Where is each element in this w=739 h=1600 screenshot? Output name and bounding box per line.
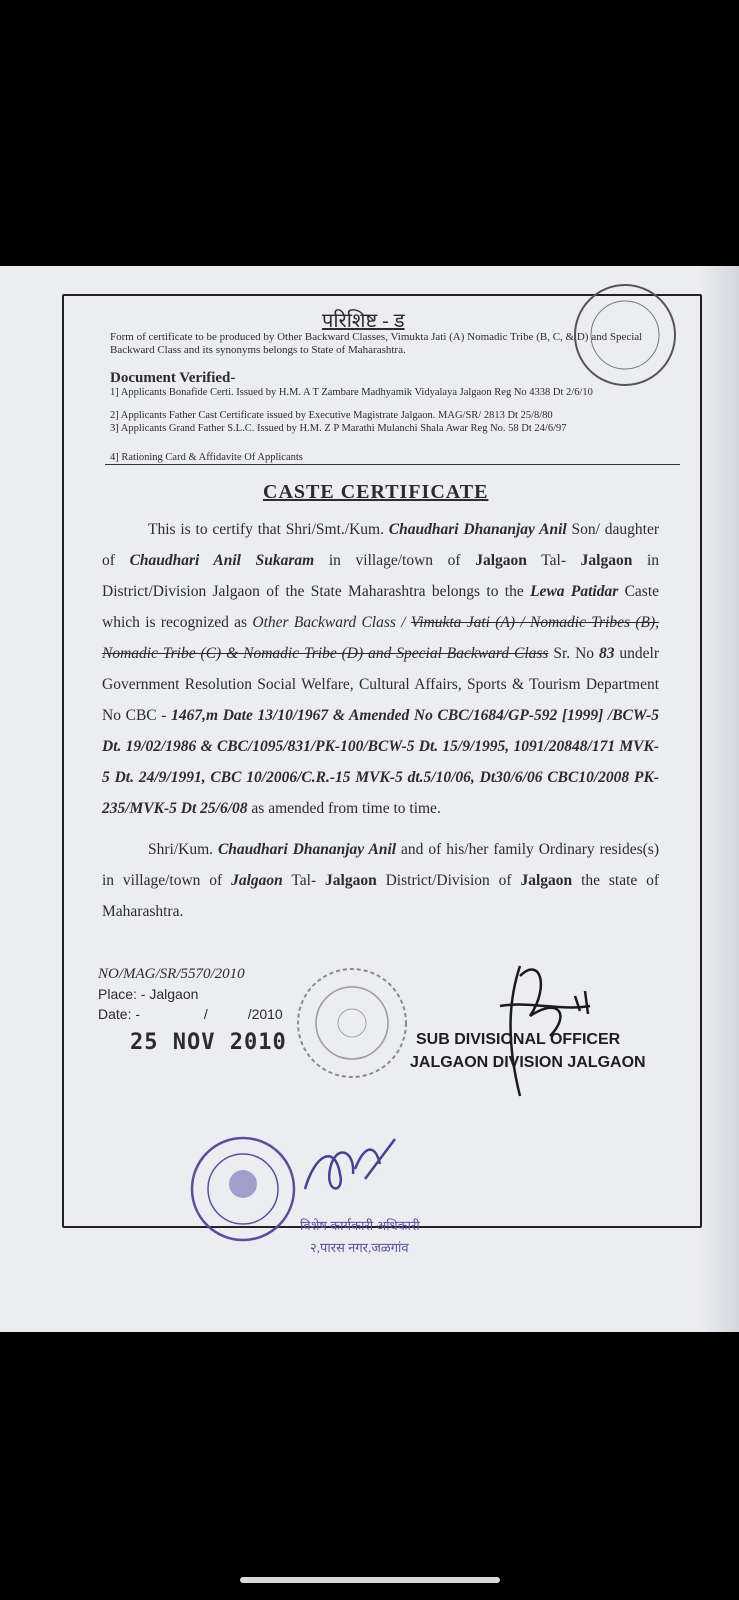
doc-item-4: 4] Rationing Card & Affidavite Of Applicants [110, 452, 303, 463]
appendix-heading: परिशिष्ट - ड [322, 310, 405, 332]
certificate-body [102, 514, 659, 927]
paragraph-1: This is to certify that Shri/Smt./Kum. Chaudhari Dhananjay Anil Son/ daughter of Chaudhari Anil Sukaram in village/town of Jalgaon Tal- Jalgaon in District/Division Jalgaon of the State Maharashtra belongs to the Lewa Patidar Caste which is recognized as Other Backward Class / Vimukta Jati (A) / Nomadic Tribes (B), Nomadic Tribe (C) & Nomadic Tribe (D) and Special Backward Class Sr. No 83 undelr Government Resolution Social Welfare, Cultural Affairs, Sports & Tourism Department No CBC - 1467,m Date 13/10/1967 & Amended No CBC/1684/GP-592 [1999] /BCW-5 Dt. 19/02/1986 & CBC/1095/831/PK-100/BCW-5 Dt. 15/9/1995, 1091/20848/171 MVK-5 Dt. 24/9/1991, CBC 10/2006/C.R.-15 MVK-5 dt.5/10/06, Dt30/6/06 CBC10/2008 PK-235/MVK-5 Dt 25/6/08 as amended from time to time. [102, 521, 660, 817]
certificate-paper [0, 266, 739, 1332]
date-line: Date: - / /2010 [98, 1006, 283, 1022]
date-stamp: 25 NOV 2010 [130, 1030, 287, 1055]
document-verified-heading: Document Verified- [110, 370, 236, 386]
place-line: Place: - Jalgaon [98, 986, 199, 1002]
paper-shadow [699, 266, 739, 1332]
special-officer-signature [295, 1134, 405, 1204]
paragraph-2: Shri/Kum. Chaudhari Dhananjay Anil and of his/her family Ordinary resides(s) in village/town of Jalgaon Tal- Jalgaon District/Division of Jalgaon the state of Maharashtra. [102, 841, 660, 920]
special-officer-address: २,पारस नगर,जळगांव [310, 1240, 409, 1255]
special-officer-title: विशेष कार्यकारी अधिकारी [300, 1218, 420, 1233]
sub-divisional-seal [295, 966, 410, 1081]
officer-office: JALGAON DIVISION JALGAON [410, 1054, 646, 1071]
officer-title: SUB DIVISIONAL OFFICER [416, 1031, 621, 1048]
form-description: Form of certificate to be produced by Other Backward Classes, Vimukta Jati (A) Nomadic Tribe (B, C, & D) and Special Backward Class and its synonyms belongs to State of Maharashtra. [110, 331, 643, 356]
divider [105, 464, 680, 465]
special-officer-seal [188, 1134, 298, 1244]
certificate-title: CASTE CERTIFICATE [263, 481, 489, 503]
doc-item-1: 1] Applicants Bonafide Certi. Issued by H.M. A T Zambare Madhyamik Vidyalaya Jalgaon Reg No 4338 Dt 2/6/10 [110, 387, 593, 398]
reference-number: NO/MAG/SR/5570/2010 [98, 966, 245, 982]
doc-item-3: 3] Applicants Grand Father S.L.C. Issued by H.M. Z P Marathi Mulanchi Shala Awar Reg No. 58 Dt 24/6/97 [110, 423, 567, 434]
home-indicator[interactable] [240, 1577, 500, 1583]
doc-item-2: 2] Applicants Father Cast Certificate issued by Executive Magistrate Jalgaon. MAG/SR/ 2813 Dt 25/8/80 [110, 410, 553, 421]
